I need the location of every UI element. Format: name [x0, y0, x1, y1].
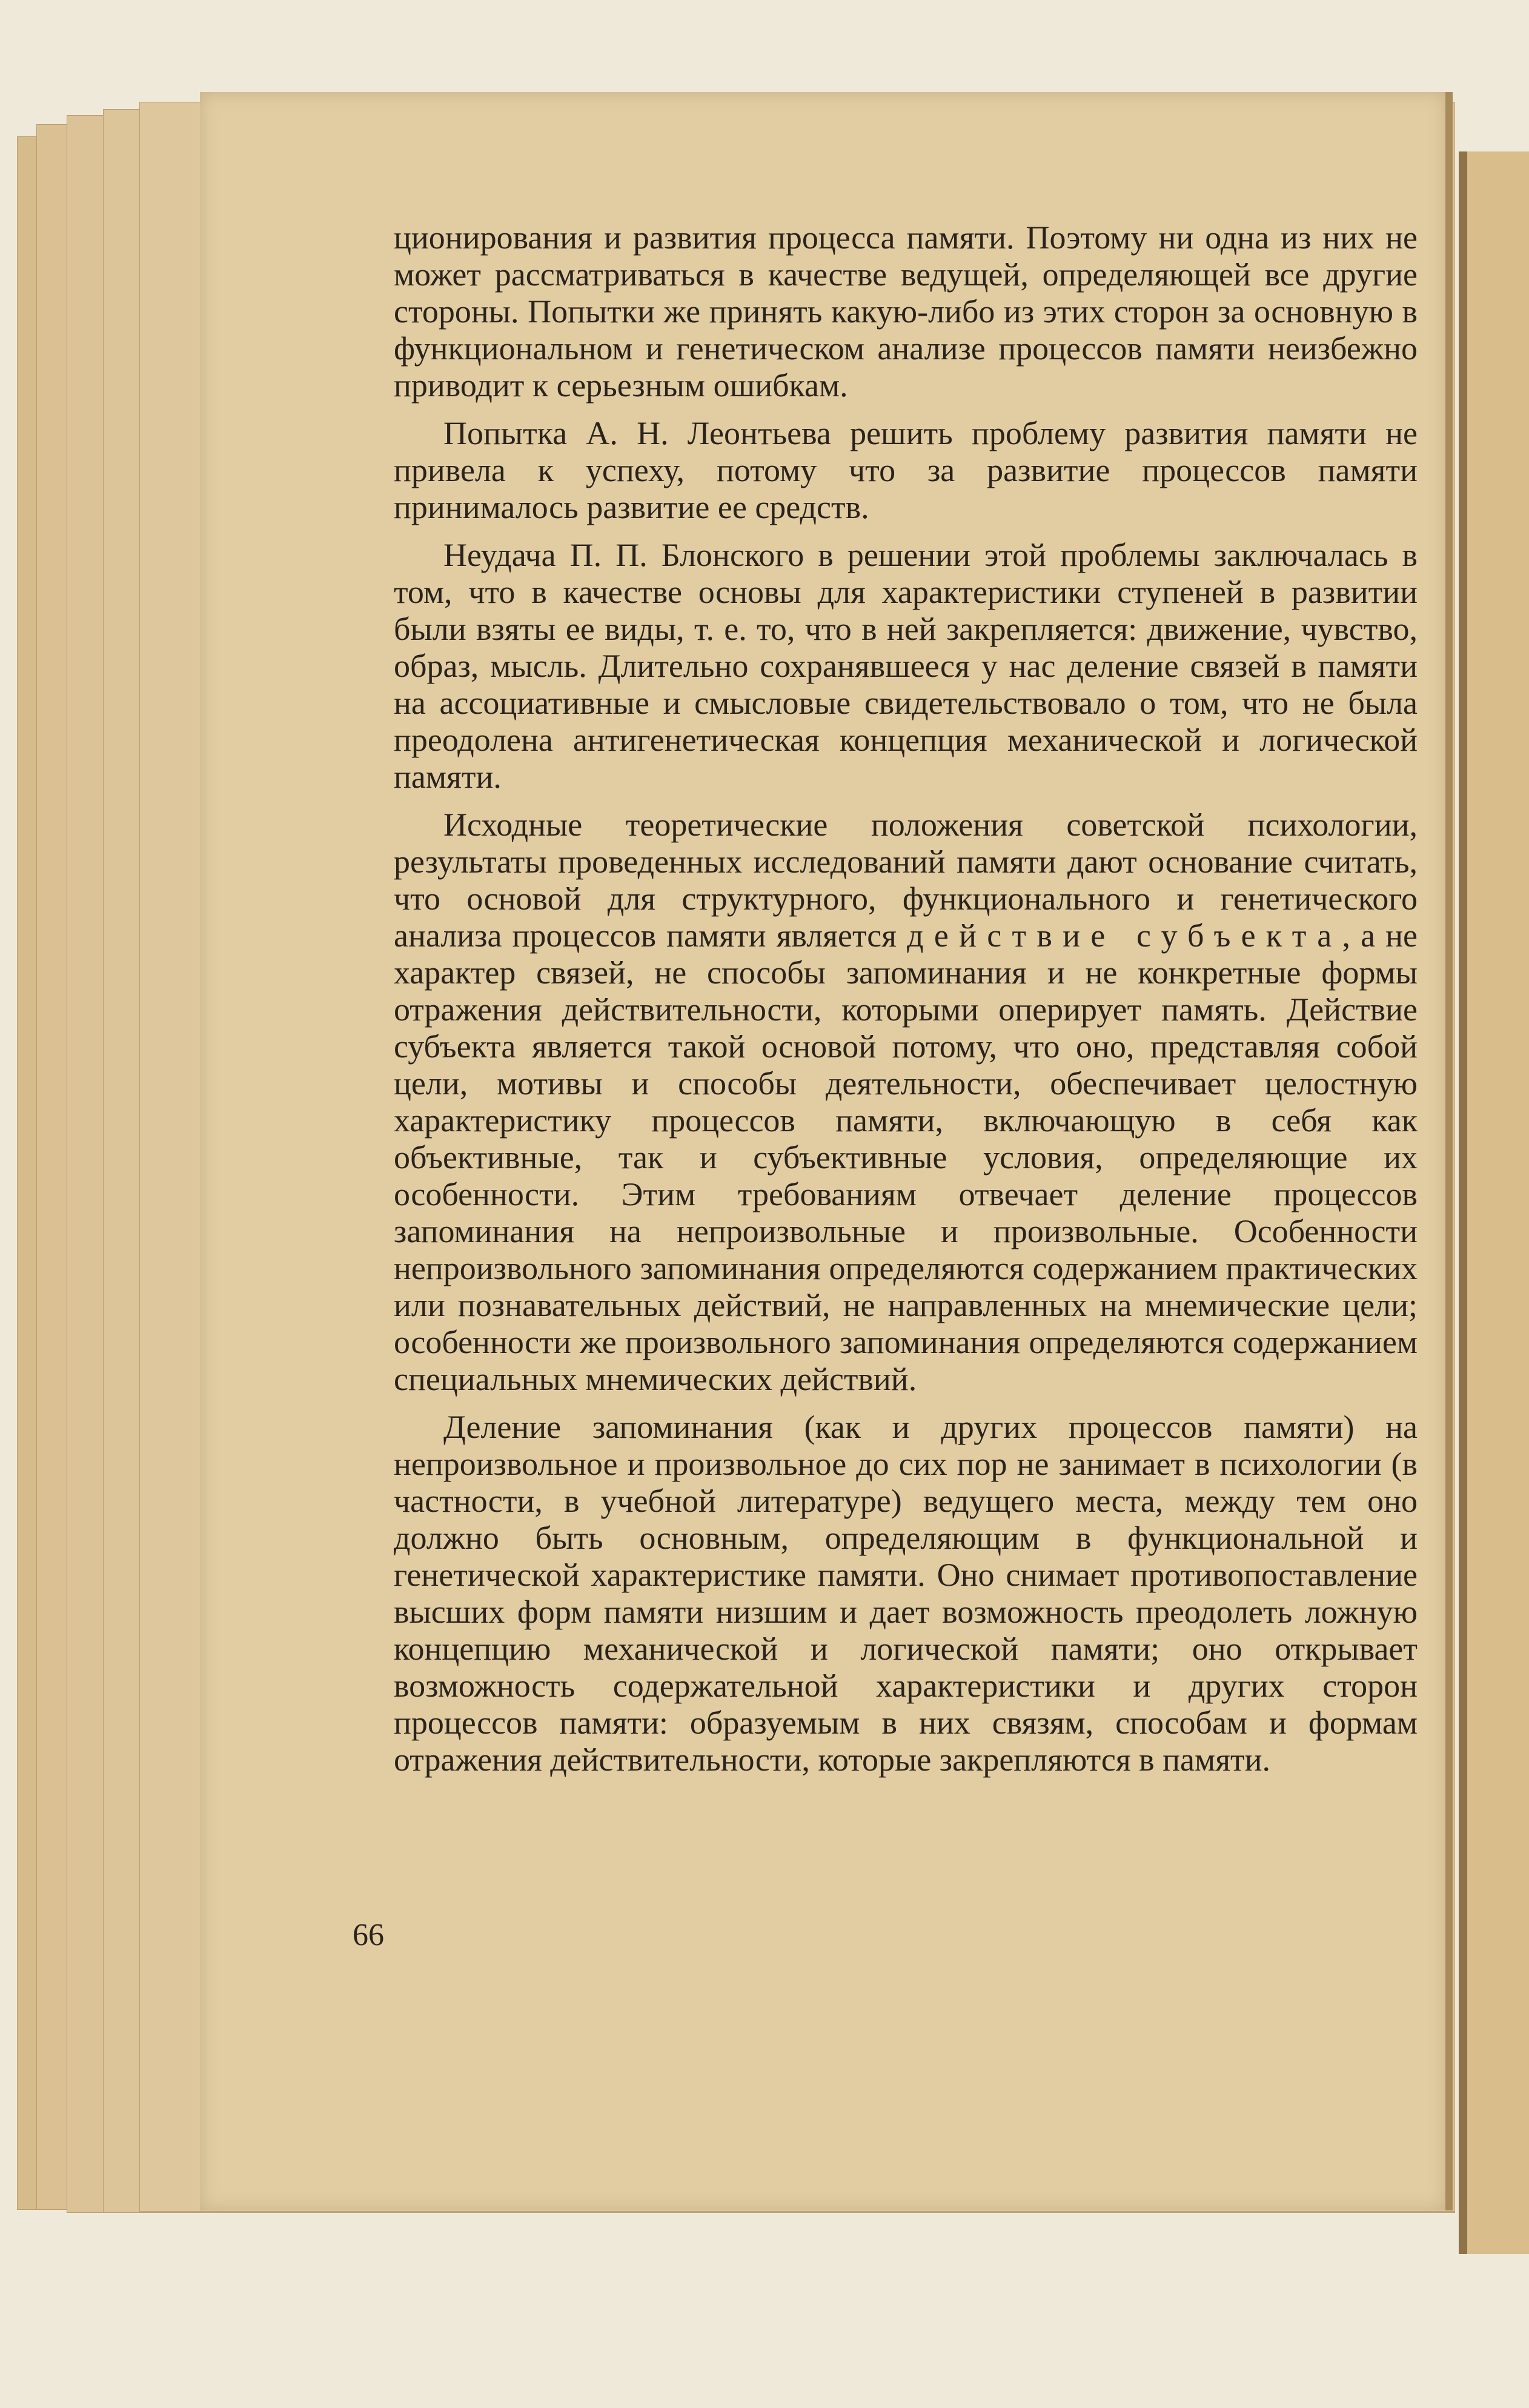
emphasized-term: действие субъекта — [907, 917, 1342, 954]
paragraph-text: , а не характер связей, не способы запоминания и не конкретные формы отражения действительности, которыми оперирует память. Действие субъекта является такой основой потому, что оно, представляя собой цели, мотивы и способы деятельности, обеспечивает целостную характеристику процессов памяти, включающую в себя как объективные, так и субъективные условия, определяющие их особенности. Этим требованиям отвечает деление процессов запоминания на непроизвольные и произвольные. Особенности непроизвольного запоминания определяются содержанием практических или познавательных действий, не направленных на мнемические цели; особенности же произвольного запоминания определяются содержанием специальных мнемических действий. — [394, 917, 1418, 1397]
page-number: 66 — [353, 1918, 384, 1952]
book-page — [200, 92, 1453, 2210]
facing-page-edge — [1459, 151, 1529, 2254]
paragraph — [394, 807, 1418, 1398]
paragraph: ционирования и развития процесса памяти. Поэтому ни одна из них не может рассматриваться в качестве ведущей, определяющей все другие стороны. Попытки же принять какую-либо из этих сторон за основную в функциональном и генетическом анализе процессов памяти неизбежно приводит к серьезным ошибкам. — [394, 219, 1418, 404]
paragraph: Деление запоминания (как и других процессов памяти) на непроизвольное и произвольное до сих пор не занимает в психологии (в частности, в учебной литературе) ведущего места, между тем оно должно быть основным, определяющим в функциональной и генетической характеристике памяти. Оно снимает противопоставление высших форм памяти низшим и дает возможность преодолеть ложную концепцию механической и логической памяти; оно открывает возможность содержательной характеристики и других сторон процессов памяти: образуемым в них связям, способам и формам отражения действительности, которые закрепляются в памяти. — [394, 1409, 1418, 1778]
paragraph: Неудача П. П. Блонского в решении этой проблемы заключалась в том, что в качестве основы для характеристики ступеней в развитии были взяты ее виды, т. е. то, что в ней закрепляется: движение, чувство, образ, мысль. Длительно сохранявшееся у нас деление связей в памяти на ассоциативные и смысловые свидетельствовало о том, что не была преодолена антигенетическая концепция механической и логической памяти. — [394, 537, 1418, 795]
paragraph: Попытка А. Н. Леонтьева решить проблему развития памяти не привела к успеху, потому что за развитие процессов памяти принималось развитие ее средств. — [394, 415, 1418, 525]
paragraph-text: Исходные теоретические положения советской психологии, результаты проведенных исследований памяти дают основание считать, что основой для структурного, функционального и генетического анализа процессов памяти является — [394, 807, 1418, 954]
page-body — [394, 219, 1418, 1789]
